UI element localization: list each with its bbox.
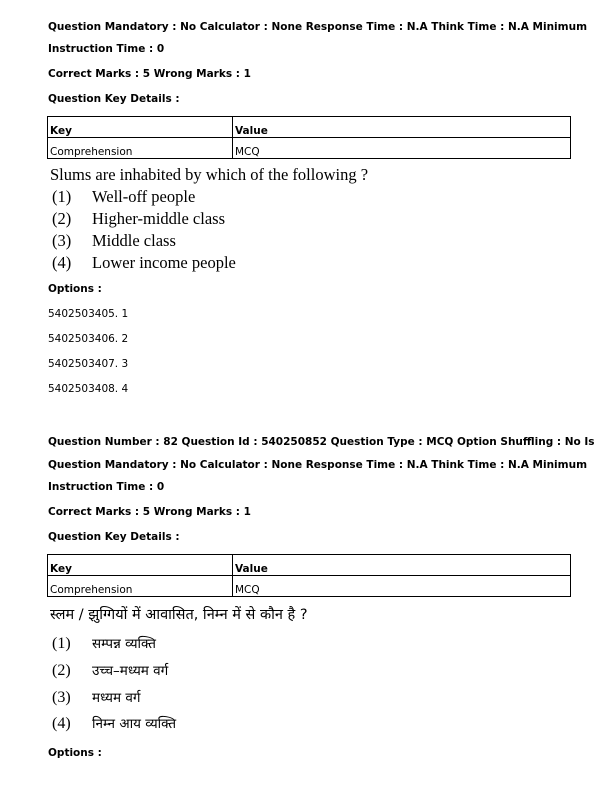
- key-cell: Comprehension: [48, 138, 233, 159]
- marks-line: Correct Marks : 5 Wrong Marks : 1: [48, 506, 251, 518]
- choice-1: [52, 634, 156, 653]
- key-details-label: Question Key Details :: [48, 93, 180, 105]
- choice-number: (2): [52, 209, 72, 228]
- value-cell: MCQ: [233, 576, 571, 597]
- choice-number: (3): [52, 231, 72, 250]
- value-header: Value: [233, 555, 571, 576]
- choice-number: (3): [52, 689, 71, 706]
- option-item: 5402503406. 2: [48, 333, 129, 345]
- choice-number: (1): [52, 635, 71, 652]
- choice-number: (4): [52, 253, 72, 272]
- option-item: 5402503407. 3: [48, 358, 129, 370]
- choice-text: मध्यम वर्ग: [92, 690, 141, 706]
- marks-line: Correct Marks : 5 Wrong Marks : 1: [48, 68, 251, 80]
- option-item: 5402503408. 4: [48, 383, 129, 395]
- key-details-label: Question Key Details :: [48, 531, 180, 543]
- question-number-line: Question Number : 82 Question Id : 540250852 Question Type : MCQ Option Shuffling : No Is: [48, 436, 595, 448]
- choice-3: [52, 231, 176, 251]
- choice-4: [52, 253, 236, 273]
- question-meta-line: Question Mandatory : No Calculator : None Response Time : N.A Think Time : N.A Minimum: [48, 459, 588, 471]
- key-header: Key: [48, 555, 233, 576]
- table-header-row: [48, 117, 571, 138]
- question-text: Slums are inhabited by which of the following ?: [50, 165, 369, 184]
- instruction-time: Instruction Time : 0: [48, 481, 165, 493]
- choice-2: [52, 661, 168, 680]
- value-cell: MCQ: [233, 138, 571, 159]
- table-row: [48, 138, 571, 159]
- key-header: Key: [48, 117, 233, 138]
- question-meta-line: Question Mandatory : No Calculator : None Response Time : N.A Think Time : N.A Minimum: [48, 21, 588, 33]
- option-item: 5402503405. 1: [48, 308, 129, 320]
- choice-text: Middle class: [92, 231, 176, 250]
- question-text-hindi: स्लम / झुग्गियों में आवासित, निम्न में से कौन है ?: [50, 607, 308, 623]
- choice-3: [52, 688, 140, 707]
- choice-text: उच्च–मध्यम वर्ग: [92, 663, 169, 679]
- choice-text: Well-off people: [92, 187, 196, 206]
- choice-number: (4): [52, 715, 71, 732]
- choice-text: सम्पन्न व्यक्ति: [92, 636, 156, 652]
- key-value-table: [47, 554, 571, 597]
- choice-text: Higher-middle class: [92, 209, 226, 228]
- key-value-table: [47, 116, 571, 159]
- table-header-row: [48, 555, 571, 576]
- instruction-time: Instruction Time : 0: [48, 43, 165, 55]
- value-header: Value: [233, 117, 571, 138]
- choice-number: (2): [52, 662, 71, 679]
- choice-4: [52, 714, 176, 733]
- table-row: [48, 576, 571, 597]
- choice-number: (1): [52, 187, 72, 206]
- choice-text: निम्न आय व्यक्ति: [92, 716, 177, 732]
- choice-text: Lower income people: [92, 253, 236, 272]
- choice-2: [52, 209, 225, 229]
- choice-1: [52, 187, 195, 207]
- key-cell: Comprehension: [48, 576, 233, 597]
- options-label: Options :: [48, 747, 102, 759]
- options-label: Options :: [48, 283, 102, 295]
